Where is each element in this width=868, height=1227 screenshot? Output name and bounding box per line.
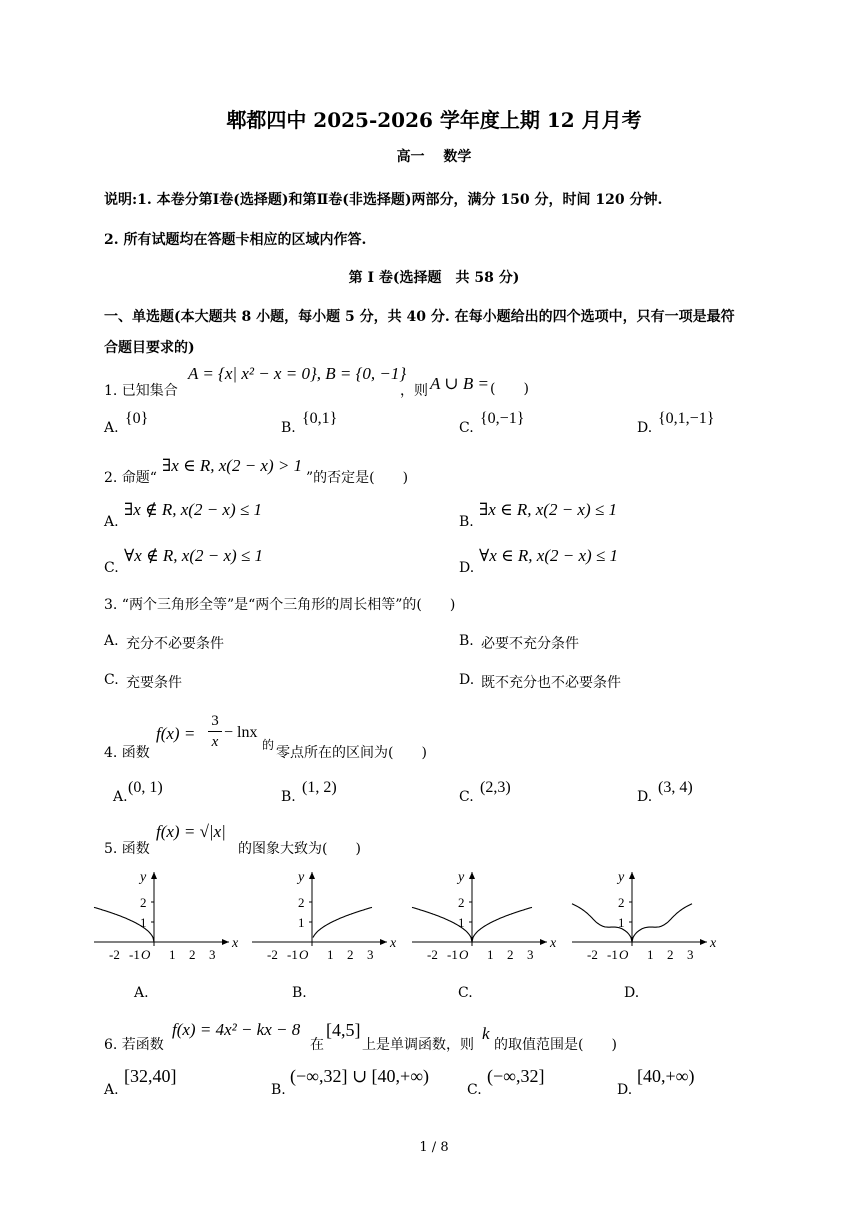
graph-a-origin: O <box>141 947 151 962</box>
q4-option-d-label[interactable]: D. <box>637 789 653 805</box>
q2-option-a-label[interactable]: A. <box>104 514 119 530</box>
graph-b-xtick: 1 <box>327 947 334 962</box>
q6-option-c-label[interactable]: C. <box>467 1082 482 1098</box>
graph-b-xtick: 3 <box>367 947 374 962</box>
graph-a-xtick: -2 <box>109 947 120 962</box>
part-instructions-line-1: 一、单选题(本大题共 8 小题，每小题 5 分，共 40 分. 在每小题给出的四个选项中，只有一项是最符 <box>104 309 735 325</box>
q6-function: f(x) = 4x² − kx − 8 <box>172 1020 301 1039</box>
graph-c-xtick: 3 <box>527 947 534 962</box>
page-number: 1 / 8 <box>419 1140 449 1155</box>
graph-c-xtick: -2 <box>427 947 438 962</box>
q6-variable-k: k <box>482 1024 490 1043</box>
graph-d-xtick: 2 <box>667 947 674 962</box>
q6-option-a-label[interactable]: A. <box>104 1082 119 1098</box>
q5-graph-a-label[interactable]: A. <box>134 985 149 1001</box>
graph-a-xtick: 2 <box>189 947 196 962</box>
note-line-2: 2. 所有试题均在答题卡相应的区域内作答. <box>104 232 367 248</box>
graph-c-xtick: 1 <box>487 947 494 962</box>
graph-c-ytick: 2 <box>458 895 465 910</box>
q2-proposition: ∃x ∈ R, x(2 − x) > 1 <box>162 456 303 475</box>
q1-option-d-label[interactable]: D. <box>637 420 653 436</box>
graph-d-origin: O <box>619 947 629 962</box>
q6-option-d[interactable]: [40,+∞) <box>637 1066 695 1086</box>
page-title: 郫都四中 2025-2026 学年度上期 12 月月考 <box>226 108 642 132</box>
q3-option-c-label[interactable]: C. <box>104 672 119 688</box>
graph-d-y-arrow <box>629 872 635 879</box>
q6-option-b-label[interactable]: B. <box>271 1082 286 1098</box>
graph-b-ytick: 2 <box>298 895 305 910</box>
graph-c-y-label: y <box>458 870 465 885</box>
q3-option-b-label[interactable]: B. <box>459 633 474 649</box>
section-heading: 第 I 卷(选择题 共 58 分) <box>348 270 520 286</box>
q6-in: 在 <box>310 1037 324 1053</box>
q1-option-d[interactable]: {0,1,−1} <box>658 410 715 427</box>
graph-d-xtick: -2 <box>587 947 598 962</box>
graph-a-y-arrow <box>151 872 157 879</box>
graph-d-ytick: 2 <box>618 895 625 910</box>
graph-c-xtick: -1 <box>447 947 458 962</box>
graph-b-y-arrow <box>309 872 315 879</box>
q6-interval: [4,5] <box>326 1020 361 1040</box>
graph-a-ytick: 2 <box>140 895 147 910</box>
graph-b-xtick: 2 <box>347 947 354 962</box>
q4-option-a-label[interactable]: A. <box>113 789 128 805</box>
graph-a-xtick: -1 <box>129 947 140 962</box>
q4-option-a[interactable]: (0, 1) <box>128 779 163 796</box>
q4-fraction-numerator: 3 <box>211 713 219 729</box>
q1-sets-expression: A = {x| x² − x = 0}, B = {0, −1} <box>188 364 407 383</box>
q4-small-de: 的 <box>262 738 275 752</box>
q2-option-a[interactable]: ∃x ∉ R, x(2 − x) ≤ 1 <box>124 500 262 519</box>
q4-fraction-denominator: x <box>211 734 219 750</box>
q1-union-expression: A ∪ B = <box>430 374 489 393</box>
q4-option-b[interactable]: (1, 2) <box>302 779 337 796</box>
q1-option-b[interactable]: {0,1} <box>302 410 338 427</box>
q1-option-b-label[interactable]: B. <box>281 420 296 436</box>
graph-b-xtick: -2 <box>267 947 278 962</box>
q2-question: ”的否定是( ) <box>306 470 409 486</box>
graph-b-x-label: x <box>390 936 397 951</box>
q1-then: ，则 <box>400 383 428 399</box>
q3-option-d-label[interactable]: D. <box>459 672 475 688</box>
q5-number: 5. 函数 <box>104 841 150 857</box>
part-instructions-line-2: 合题目要求的) <box>104 340 195 356</box>
q4-fraction <box>208 712 222 751</box>
q2-option-c-label[interactable]: C. <box>104 560 119 576</box>
q4-function-lhs: f(x) = <box>156 724 196 743</box>
graph-d-xtick: 3 <box>687 947 694 962</box>
graph-b-curve <box>313 907 372 937</box>
q2-option-b-label[interactable]: B. <box>459 514 474 530</box>
q3-stem: 3. “两个三角形全等”是“两个三角形的周长相等”的( ) <box>104 597 456 613</box>
graph-a-ytick: 1 <box>140 915 147 930</box>
q5-question: 的图象大致为( ) <box>238 841 361 857</box>
q3-option-a[interactable]: 充分不必要条件 <box>126 636 224 652</box>
q3-option-a-label[interactable]: A. <box>104 633 119 649</box>
q5-function: f(x) = √|x| <box>156 822 226 841</box>
q6-option-d-label[interactable]: D. <box>617 1082 633 1098</box>
q5-graphs <box>90 862 750 982</box>
graph-c-x-label: x <box>550 936 557 951</box>
graph-d-x-arrow <box>700 939 707 945</box>
q4-option-d[interactable]: (3, 4) <box>658 779 693 796</box>
q4-option-c[interactable]: (2,3) <box>480 779 511 796</box>
q6-question: 的取值范围是( ) <box>494 1037 617 1053</box>
q6-option-a[interactable]: [32,40] <box>124 1066 177 1086</box>
graph-a-x-arrow <box>222 939 229 945</box>
q2-option-d[interactable]: ∀x ∈ R, x(2 − x) ≤ 1 <box>479 546 618 565</box>
graph-d-xtick: 1 <box>647 947 654 962</box>
q3-option-d[interactable]: 既不充分也不必要条件 <box>481 675 621 691</box>
graph-b-origin: O <box>299 947 309 962</box>
q6-option-b[interactable]: (−∞,32] ∪ [40,+∞) <box>290 1066 430 1086</box>
q1-option-c[interactable]: {0,−1} <box>480 410 525 427</box>
graph-c-origin: O <box>459 947 469 962</box>
graph-a-xtick: 3 <box>209 947 216 962</box>
q4-fraction-bar <box>208 731 222 732</box>
graph-a-xtick: 1 <box>169 947 176 962</box>
graph-b-xtick: -1 <box>287 947 298 962</box>
q1-option-a[interactable]: {0} <box>125 410 149 427</box>
q5-graph-d-label[interactable]: D. <box>624 985 640 1001</box>
graph-b-x-arrow <box>380 939 387 945</box>
graph-a-x-label: x <box>232 936 239 951</box>
q6-monotonic-text: 上是单调函数，则 <box>362 1037 474 1053</box>
q4-option-c-label[interactable]: C. <box>459 789 474 805</box>
graph-c-xtick: 2 <box>507 947 514 962</box>
graph-c-x-arrow <box>540 939 547 945</box>
q4-option-b-label[interactable]: B. <box>281 789 296 805</box>
graph-d-ytick: 1 <box>618 915 625 930</box>
q2-option-d-label[interactable]: D. <box>459 560 475 576</box>
graph-b-y-label: y <box>298 870 305 885</box>
page-subtitle: 高一 数学 <box>396 149 472 165</box>
note-line-1: 说明:1. 本卷分第Ⅰ卷(选择题)和第Ⅱ卷(非选择题)两部分，满分 150 分，时间 120 分钟. <box>104 192 663 208</box>
q1-option-c-label[interactable]: C. <box>459 420 474 436</box>
q1-answer-bracket: ( ) <box>490 381 529 397</box>
q3-option-b[interactable]: 必要不充分条件 <box>481 636 579 652</box>
graph-d-xtick: -1 <box>607 947 618 962</box>
q2-option-c[interactable]: ∀x ∉ R, x(2 − x) ≤ 1 <box>124 546 263 565</box>
q6-option-c[interactable]: (−∞,32] <box>487 1066 545 1086</box>
graph-d-x-label: x <box>710 936 717 951</box>
q3-option-c[interactable]: 充要条件 <box>126 675 182 691</box>
q2-number: 2. 命题“ <box>104 470 157 486</box>
graph-a-y-label: y <box>140 870 147 885</box>
q4-function-rest: − lnx <box>224 724 258 741</box>
q2-option-b[interactable]: ∃x ∈ R, x(2 − x) ≤ 1 <box>479 500 617 519</box>
graph-d-y-label: y <box>618 870 625 885</box>
graph-c-y-arrow <box>469 872 475 879</box>
graph-c-ytick: 1 <box>458 915 465 930</box>
q4-number: 4. 函数 <box>104 745 150 761</box>
q1-option-a-label[interactable]: A. <box>104 420 119 436</box>
q5-graph-b-label[interactable]: B. <box>292 985 307 1001</box>
graph-b-ytick: 1 <box>298 915 305 930</box>
q1-number: 1. 已知集合 <box>104 383 178 399</box>
q6-number: 6. 若函数 <box>104 1037 164 1053</box>
q4-question: 零点所在的区间为( ) <box>276 745 427 761</box>
q5-graph-c-label[interactable]: C. <box>458 985 473 1001</box>
